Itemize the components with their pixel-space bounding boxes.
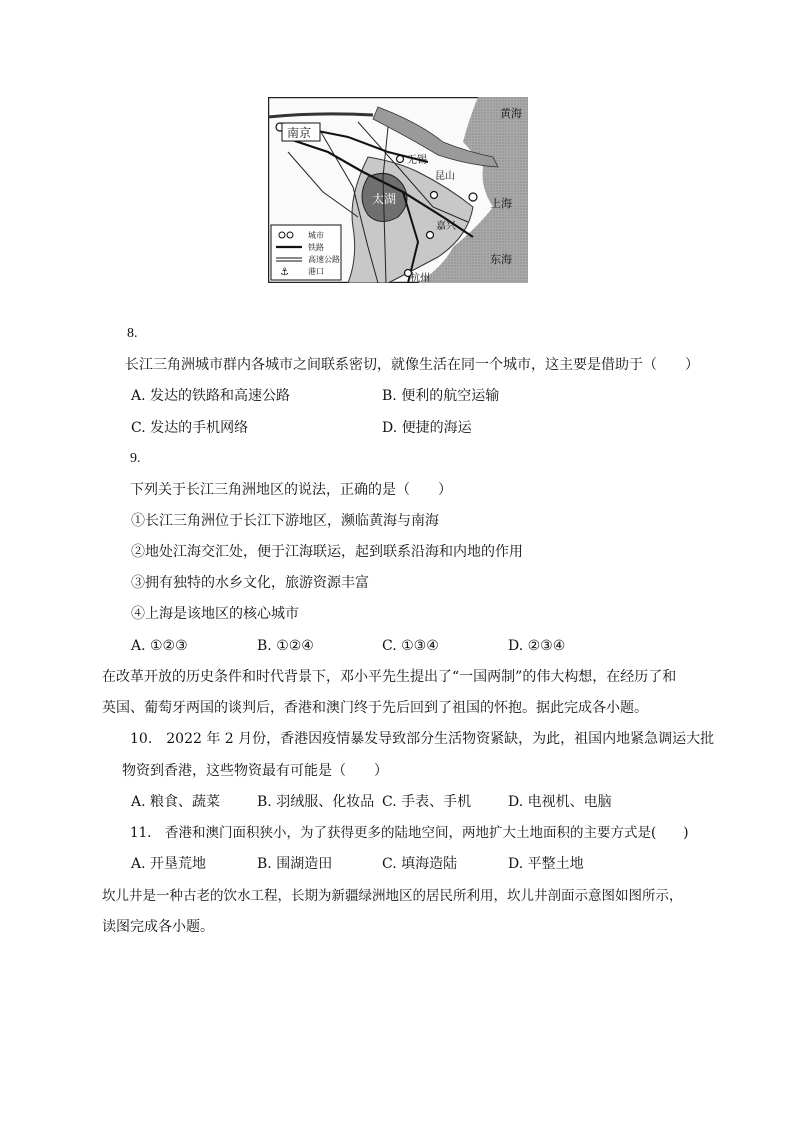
- q9-number: 9.: [130, 451, 141, 466]
- legend-city: 城市: [308, 231, 324, 240]
- q8-number: 8.: [127, 326, 138, 341]
- label-hangzhou: 杭州: [410, 273, 430, 283]
- label-nanjing: 南京: [287, 126, 312, 140]
- city-kunshan-marker: [431, 192, 438, 199]
- q10-stem-line1: 10. 2022 年 2 月份，香港因疫情暴发导致部分生活物资紧缺，为此，祖国内地紧急调运大批: [130, 731, 715, 747]
- legend-highway: 高速公路: [308, 255, 340, 264]
- q8-option-b: B. 便利的航空运输: [382, 388, 500, 404]
- city-wuxi-marker: [397, 156, 404, 163]
- intro2-line2: 读图完成各小题。: [102, 919, 214, 935]
- q9-option-c: C. ①③④: [382, 638, 439, 654]
- q9-item-2: ②地处江海交汇处，便于江海联运，起到联系沿海和内地的作用: [131, 544, 523, 560]
- q9-stem: 下列关于长江三角洲地区的说法，正确的是（ ）: [130, 482, 452, 498]
- label-huanghai: 黄海: [500, 107, 522, 120]
- yangtze-delta-map: [268, 97, 528, 283]
- q8-option-c: C. 发达的手机网络: [131, 420, 249, 436]
- intro1-line2: 英国、葡萄牙两国的谈判后，香港和澳门终于先后回到了祖国的怀抱。据此完成各小题。: [102, 700, 648, 716]
- intro1-line1: 在改革开放的历史条件和时代背景下，邓小平先生提出了“一国两制”的伟大构想，在经历了和: [102, 669, 677, 685]
- label-taihu: 太湖: [372, 192, 397, 206]
- city-jiaxing-marker: [427, 232, 434, 239]
- q11-option-b: B. 围湖造田: [257, 856, 333, 872]
- q11-stem: 11. 香港和澳门面积狭小，为了获得更多的陆地空间，两地扩大土地面积的主要方式是( ): [130, 825, 689, 841]
- q10-option-b: B. 羽绒服、化妆品: [257, 794, 375, 810]
- q9-item-3: ③拥有独特的水乡文化，旅游资源丰富: [131, 575, 369, 591]
- q10-option-a: A. 粮食、蔬菜: [131, 794, 221, 810]
- q10-stem-line2: 物资到香港，这些物资最有可能是（ ）: [122, 763, 388, 779]
- q11-option-a: A. 开垦荒地: [131, 856, 207, 872]
- q11-option-d: D. 平整土地: [508, 856, 584, 872]
- city-shanghai-marker: [469, 193, 477, 201]
- legend-railway: 铁路: [308, 243, 324, 252]
- q10-option-c: C. 手表、手机: [382, 794, 472, 810]
- q9-option-d: D. ②③④: [508, 638, 566, 654]
- q11-option-c: C. 填海造陆: [382, 856, 458, 872]
- label-wuxi: 无锡: [407, 155, 427, 166]
- q8-option-d: D. 便捷的海运: [382, 420, 472, 436]
- legend-port: 港口: [308, 267, 324, 276]
- q9-option-b: B. ①②④: [257, 638, 314, 654]
- q8-option-a: A. 发达的铁路和高速公路: [131, 388, 291, 404]
- label-shanghai: 上海: [490, 197, 512, 210]
- q8-stem: 长江三角洲城市群内各城市之间联系密切，就像生活在同一个城市，这主要是借助于（ ）: [125, 357, 699, 373]
- q9-option-a: A. ①②③: [131, 638, 188, 654]
- anchor-icon: ⚓: [280, 267, 289, 278]
- label-kunshan: 昆山: [435, 171, 455, 182]
- intro2-line1: 坎儿井是一种古老的饮水工程，长期为新疆绿洲地区的居民所利用，坎儿井剖面示意图如图所示，: [102, 888, 683, 904]
- map-legend: [271, 225, 341, 280]
- q9-item-1: ①长江三角洲位于长江下游地区，濒临黄海与南海: [131, 513, 439, 529]
- q10-option-d: D. 电视机、电脑: [508, 794, 612, 810]
- label-donghai: 东海: [490, 253, 512, 266]
- label-jiaxing: 嘉兴: [436, 221, 456, 232]
- q9-item-4: ④上海是该地区的核心城市: [131, 606, 299, 622]
